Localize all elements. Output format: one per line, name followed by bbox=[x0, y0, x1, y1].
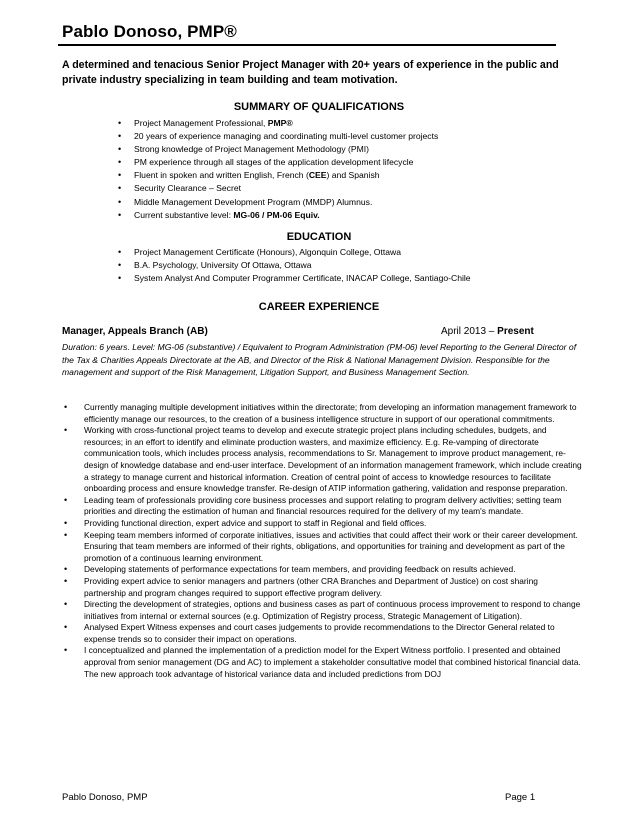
achievement-item: • I conceptualized and planned the implementation of a prediction model for the Expert Witness portfolio. I presented and obtained approval from senior management (DG and AC) to implement a stakeholder consultative model that combined historical financial data. The new approach took advantage of historical variance data and included predictions from DOJ bbox=[62, 645, 582, 680]
education-list bbox=[110, 246, 471, 285]
candidate-name: Pablo Donoso, PMP® bbox=[62, 22, 237, 41]
job-title: Manager, Appeals Branch (AB) bbox=[62, 326, 208, 337]
education-heading: EDUCATION bbox=[286, 231, 352, 243]
summary-item-text: Project Management Professional, bbox=[134, 118, 268, 128]
summary-item-text: Security Clearance – Secret bbox=[134, 183, 241, 194]
achievement-item: • Analysed Expert Witness expenses and court cases judgements to provide recommendations to the Director General related to expense trends so to consider their impact on operations. bbox=[62, 622, 582, 645]
achievement-item: • Directing the development of strategies, options and business cases as part of continuous process improvement to respond to change initiatives from internal or external sources (e.g. Optimization of Registry process, Strategic Management of Litigation). bbox=[62, 599, 582, 622]
achievement-item: • Working with cross-functional project teams to develop and execute strategic project plans including schedules, budgets, and resources; in an effort to identify and eliminate production wasters, and maximize efficiency. E.g. Re-vamping of directorate communication tools, which includes process analysis, recommendations to Sr. Management to improve product management, re-design of knowledge database and end-user interface. Development of an information management framework, which include creating a strategy to manage current and historical information. Creation of central point of access to knowledge resources to facilitate onboarding process and ensure knowledge transfer. Re-design of ATIP information gathering, validation and response preparation. bbox=[62, 425, 582, 495]
summary-item-text: Middle Management Development Program (MMDP) Alumnus. bbox=[134, 196, 373, 207]
header-rule bbox=[58, 44, 556, 46]
job-date-end: Present bbox=[497, 326, 534, 337]
summary-item bbox=[110, 209, 438, 222]
summary-item-bold: MG-06 / PM-06 Equiv. bbox=[233, 209, 320, 220]
achievement-item: • Developing statements of performance expectations for team members, and providing feedback on results achieved. bbox=[62, 564, 582, 576]
summary-item-bold: CEE bbox=[308, 170, 327, 181]
footer-name: Pablo Donoso, PMP bbox=[62, 792, 148, 803]
achievements-list bbox=[62, 402, 582, 680]
footer-page-number: Page 1 bbox=[505, 792, 536, 803]
summary-item bbox=[110, 156, 438, 169]
achievement-item: • Providing functional direction, expert advice and support to staff in Regional and field offices. bbox=[62, 518, 582, 530]
job-date-start: April 2013 – bbox=[441, 326, 498, 337]
achievement-item: • Currently managing multiple development initiatives within the directorate; from developing an information management framework to efficiently manage our resources, to the creation of a business intelligence structure in support of our operational commitments. bbox=[62, 402, 582, 425]
summary-item-after: ) and Spanish bbox=[326, 170, 380, 181]
summary-item-text: Strong knowledge of Project Management Methodology (PMI) bbox=[134, 144, 370, 155]
summary-item bbox=[110, 182, 438, 195]
job-description: Duration: 6 years. Level: MG-06 (substantive) / Equivalent to Program Administration (PM-06) level Reporting to the General Director of the Tax & Charities Appeals Directorate at the AB, and Director of the Risk & National Management Division. Responsible for the management and support of the Risk Management, Litigation Support, and Business Management Section. bbox=[62, 342, 577, 378]
summary-item-text: 20 years of experience managing and coordinating multi-level customer projects bbox=[134, 131, 439, 142]
summary-item-bold: PMP® bbox=[267, 118, 293, 128]
summary-item-text: Fluent in spoken and written English, French ( bbox=[134, 170, 309, 181]
summary-item-text: Current substantive level: bbox=[134, 209, 234, 220]
education-item: • Project Management Certificate (Honours), Algonquin College, Ottawa bbox=[110, 246, 471, 259]
summary-list bbox=[110, 117, 438, 222]
education-item: • B.A. Psychology, University Of Ottawa, Ottawa bbox=[110, 259, 471, 272]
education-item: • System Analyst And Computer Programmer Certificate, INACAP College, Santiago-Chile bbox=[110, 272, 471, 285]
summary-item bbox=[110, 117, 438, 130]
summary-item bbox=[110, 130, 438, 143]
summary-item bbox=[110, 169, 438, 182]
summary-item bbox=[110, 143, 438, 156]
achievement-item: • Leading team of professionals providing core business processes and support relating to program delivery activities; setting team priorities and directing the estimation of human and financial resources required for the delivery of my team's mandate. bbox=[62, 495, 582, 518]
summary-item bbox=[110, 196, 438, 209]
job-date bbox=[441, 326, 534, 337]
achievement-item: • Providing expert advice to senior managers and partners (other CRA Branches and Department of Justice) on cost sharing partnership and program changes required to support effective program delivery. bbox=[62, 576, 582, 599]
achievement-item: • Keeping team members informed of corporate initiatives, issues and activities that could affect their work or their career development. Ensuring that team members are informed of their rights, obligations, and opportunities for training and development as part of the promotion of a continuous learning environment. bbox=[62, 530, 582, 565]
summary-item-text: PM experience through all stages of the application development lifecycle bbox=[134, 157, 414, 168]
intro-statement: A determined and tenacious Senior Project Manager with 20+ years of experience in the public and private industry specializing in team building and team motivation. bbox=[62, 59, 559, 86]
summary-heading: SUMMARY OF QUALIFICATIONS bbox=[233, 101, 405, 113]
career-heading: CAREER EXPERIENCE bbox=[258, 301, 380, 313]
